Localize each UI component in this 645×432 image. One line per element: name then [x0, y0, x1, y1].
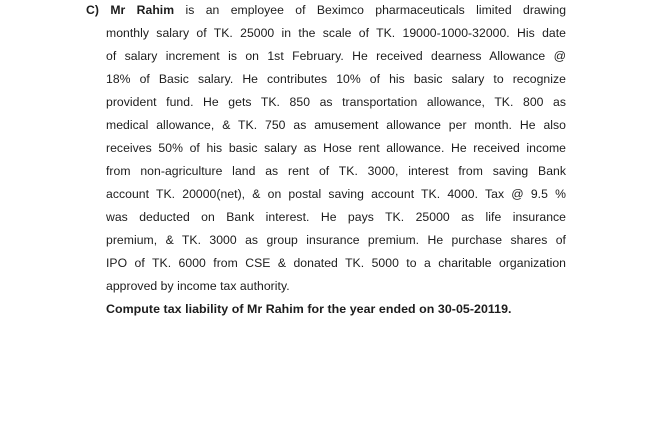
question-line-12: approved by income tax authority.: [106, 279, 290, 293]
question-line-9: was deducted on Bank interest. He pays TK. 25000 as life insurance: [106, 210, 566, 224]
question-line-10: premium, & TK. 3000 as group insurance premium. He purchase shares of: [106, 233, 566, 247]
task-statement: Compute tax liability of Mr Rahim for the year ended on 30-05-20119.: [106, 302, 512, 316]
question-line-5: medical allowance, & TK. 750 as amusement allowance per month. He also: [106, 118, 566, 132]
question-line-2: of salary increment is on 1st February. He received dearness Allowance @: [106, 49, 566, 63]
person-name: Mr Rahim: [110, 3, 175, 17]
question-line-1: monthly salary of TK. 25000 in the scale of TK. 19000-1000-32000. His date: [106, 26, 566, 40]
question-line-7: from non-agriculture land as rent of TK. 3000, interest from saving Bank: [106, 164, 566, 178]
question-line-8: account TK. 20000(net), & on postal saving account TK. 4000. Tax @ 9.5 %: [106, 187, 566, 201]
question-label: C): [86, 3, 99, 17]
question-line-6: receives 50% of his basic salary as Hose rent allowance. He received income: [106, 141, 566, 155]
question-line-3: 18% of Basic salary. He contributes 10% of his basic salary to recognize: [106, 72, 566, 86]
question-line-0: is an employee of Beximco pharmaceuticals limited drawing: [185, 3, 566, 17]
question-first-line: [86, 0, 566, 20]
question-line-11: IPO of TK. 6000 from CSE & donated TK. 5000 to a charitable organization: [106, 256, 566, 270]
question-line-4: provident fund. He gets TK. 850 as transportation allowance, TK. 800 as: [106, 95, 566, 109]
